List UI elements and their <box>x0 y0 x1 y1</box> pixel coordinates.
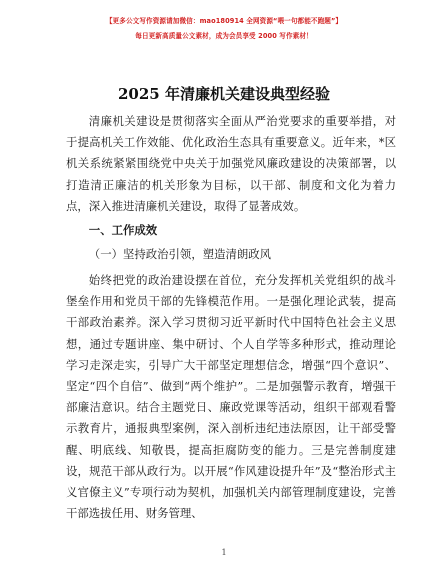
intro-paragraph: 清廉机关建设是贯彻落实全面从严治党要求的重要举措，对于提高机关工作效能、优化政治生态具有重要意义。近年来，*区机关系统紧紧围绕党中央关于加强党风廉政建设的决策部署，以打造清正廉洁的机关形象为目标，以干部、制度和文化为着力点，深入推进清廉机关建设，取得了显著成效。 <box>66 114 396 213</box>
document-title: 2025 年清廉机关建设典型经验 <box>118 85 330 103</box>
promo-banner-line-1: 【更多公文写作资源请加微信：mao180914 全网资源“喂一句都能不跑题”】 <box>105 17 343 25</box>
page-number: 1 <box>221 548 227 557</box>
section-heading: 一、工作成效 <box>88 223 158 237</box>
promo-banner-line-2: 每日更新高质量公文素材，成为会员享受 2000 写作素材！ <box>135 32 313 40</box>
subsection-heading: （一）坚持政治引领，塑造清朗政风 <box>88 247 272 261</box>
body-paragraph: 始终把党的政治建设摆在首位，充分发挥机关党组织的战斗堡垒作用和党员干部的先锋模范作用。一是强化理论武装，提高干部政治素养。深入学习贯彻习近平新时代中国特色社会主义思想，通过专题讲座、集中研讨、个人自学等多种形式，推动理论学习走深走实，引导广大干部坚定理想信念，增强“四个意识”、坚定“四个自信”、做到“两个维护”。二是加强警示教育，增强干部廉洁意识。结合主题党日、廉政党课等活动，组织干部观看警示教育片，通报典型案例，深入剖析违纪违法原因，让干部受警醒、明底线、知敬畏，提高拒腐防变的能力。三是完善制度建设，规范干部从政行为。以开展“作风建设提升年”及“整治形式主义官僚主义”专项行动为契机，加强机关内部管理制度建设，完善干部选拔任用、财务管理、 <box>66 273 396 521</box>
